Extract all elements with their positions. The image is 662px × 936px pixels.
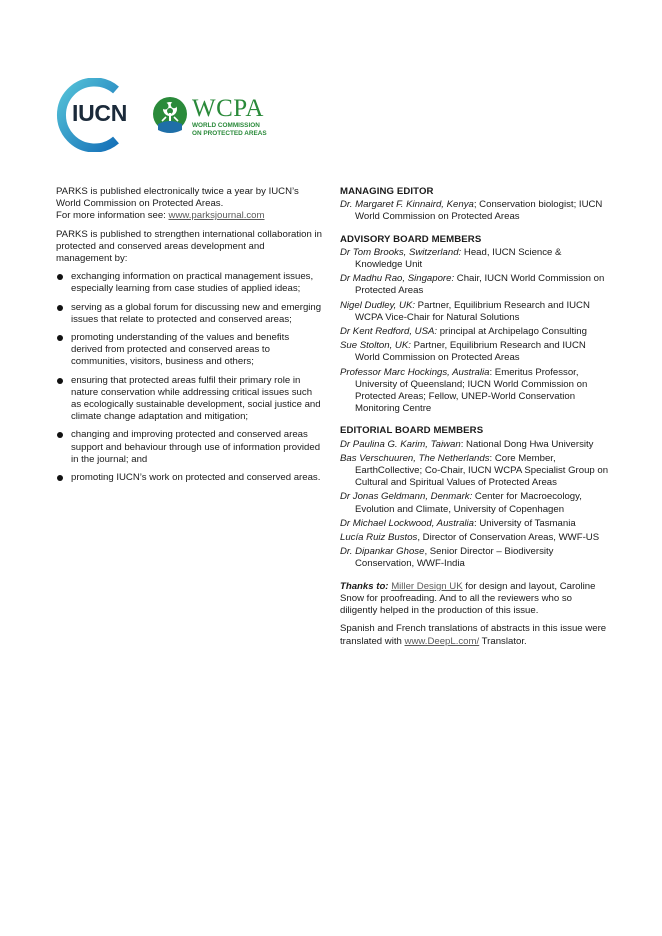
bullet-icon — [57, 335, 63, 341]
purpose-list — [56, 271, 322, 484]
board-entry: Dr Kent Redford, USA: principal at Archipelago Consulting — [340, 326, 587, 338]
right-column — [340, 186, 610, 654]
bullet-icon — [57, 378, 63, 384]
bullet-icon — [57, 432, 63, 438]
list-item: changing and improving protected and conserved areas support and behaviour through use of information provided in the journal; and — [56, 429, 322, 466]
advisory-board-section — [340, 234, 610, 416]
bullet-icon — [57, 274, 63, 280]
bullet-icon — [57, 475, 63, 481]
deepl-link[interactable]: www.DeepL.com/ — [404, 635, 480, 647]
board-entry: Sue Stolton, UK: Partner, Equilibrium Research and IUCN World Commission on Protected Areas — [340, 340, 586, 364]
wcpa-emblem-icon — [152, 96, 188, 136]
list-item: promoting understanding of the values and benefits derived from protected and conserved areas to communities, visitors, business and others; — [56, 332, 322, 369]
iucn-wordmark: IUCN — [72, 100, 128, 126]
intro-paragraph: PARKS is published electronically twice a year by IUCN’s World Commission on Protected Areas. For more information see: www.parksjournal.com — [56, 186, 299, 222]
thanks-paragraph: Thanks to: Miller Design UK for design and layout, Caroline Snow for proofreading. And to all the reviewers who so diligently helped in the production of this issue. — [340, 580, 596, 617]
board-entry: Dr. Margaret F. Kinnaird, Kenya; Conservation biologist; IUCN World Commission on Protected Areas — [340, 199, 603, 223]
board-entry: Dr Jonas Geldmann, Denmark: Center for Macroecology, Evolution and Climate, University of Copenhagen — [340, 491, 582, 515]
board-entry: Dr Tom Brooks, Switzerland: Head, IUCN Science & Knowledge Unit — [340, 246, 562, 271]
list-item: ensuring that protected areas fulfil their primary role in nature conservation while addressing critical issues such as ecologically sustainable development, social justice and climate change adaptation and mitigation; — [56, 375, 322, 424]
board-entry: Dr Michael Lockwood, Australia: University of Tasmania — [340, 517, 576, 529]
parks-journal-link[interactable]: www.parksjournal.com — [168, 210, 265, 222]
list-item: serving as a global forum for discussing new and emerging issues that relate to protected and conserved areas; — [56, 302, 322, 326]
translation-paragraph: Spanish and French translations of abstracts in this issue were translated with www.DeepL.com/ Translator. — [340, 623, 607, 647]
wcpa-logo — [152, 96, 272, 140]
section-heading: ADVISORY BOARD MEMBERS — [340, 233, 482, 245]
board-entry: Professor Marc Hockings, Australia: Emeritus Professor, University of Queensland; IUCN World Commission on Protected Areas; Fellow, UNEP-World Conservation Monitoring Centre — [340, 366, 588, 415]
board-entry: Dr. Dipankar Ghose, Senior Director – Biodiversity Conservation, WWF-India — [340, 546, 554, 570]
wcpa-subtitle: WORLD COMMISSION ON PROTECTED AREAS — [192, 122, 267, 137]
board-entry: Bas Verschuuren, The Netherlands: Core Member, EarthCollective; Co-Chair, IUCN WCPA Specialist Group on Cultural and Spiritual Values of Protected Areas — [340, 452, 609, 489]
section-heading: MANAGING EDITOR — [340, 186, 434, 197]
managing-editor-section — [340, 186, 610, 224]
list-item: promoting IUCN’s work on protected and conserved areas. — [56, 472, 322, 484]
board-entry: Dr Madhu Rao, Singapore: Chair, IUCN World Commission on Protected Areas — [340, 273, 605, 297]
board-entry: Lucía Ruiz Bustos, Director of Conservation Areas, WWF-US — [340, 532, 600, 544]
section-heading: EDITORIAL BOARD MEMBERS — [340, 425, 484, 437]
editorial-board-section — [340, 425, 610, 570]
bullet-icon — [57, 305, 63, 311]
iucn-logo — [56, 78, 130, 152]
wcpa-wordmark: WCPA — [192, 95, 264, 122]
board-entry: Dr Paulina G. Karim, Taiwan: National Dong Hwa University — [340, 438, 594, 450]
left-column — [56, 186, 322, 490]
list-item: exchanging information on practical management issues, especially learning from case studies of applied ideas; — [56, 271, 322, 295]
board-entry: Nigel Dudley, UK: Partner, Equilibrium Research and IUCN WCPA Vice-Chair for Natural Solutions — [340, 299, 590, 323]
purpose-paragraph: PARKS is published to strengthen international collaboration in protected and conserved areas development and management by: — [56, 228, 322, 265]
miller-design-link[interactable]: Miller Design UK — [391, 580, 463, 592]
